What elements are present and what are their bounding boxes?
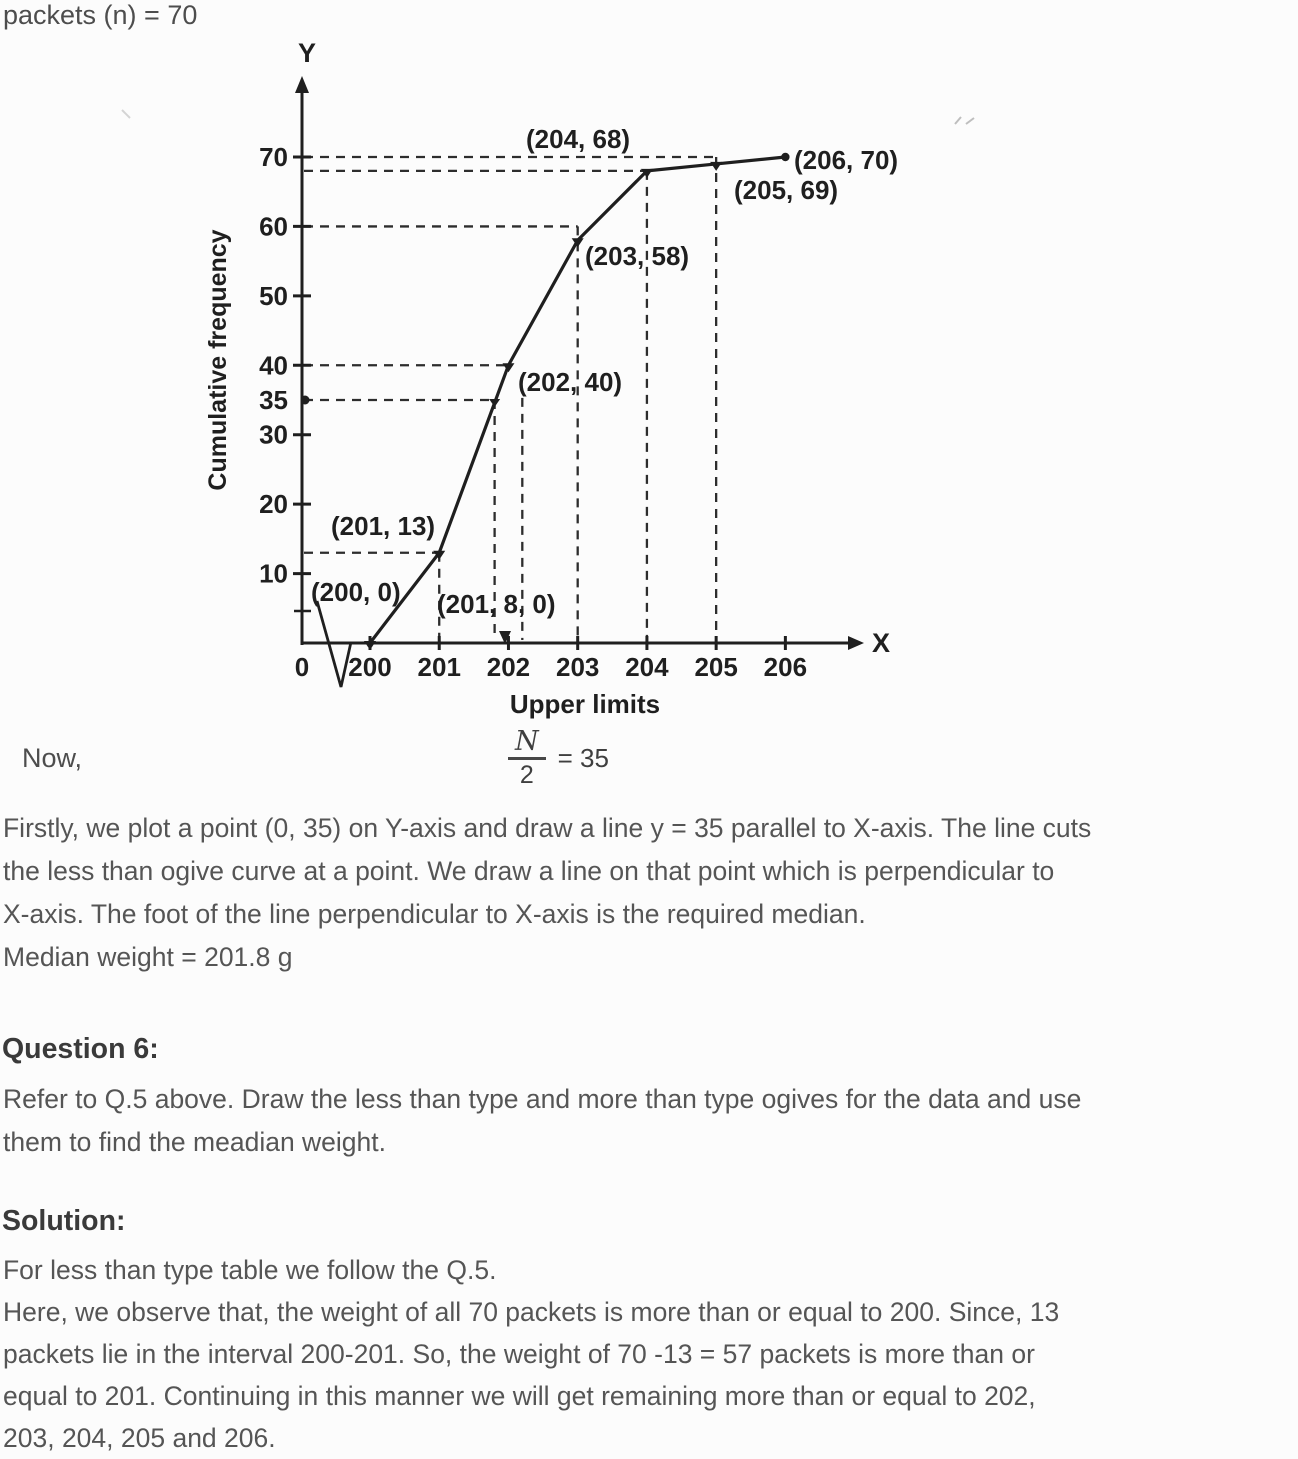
text-line: Refer to Q.5 above. Draw the less than type and more than type ogives for the data and use bbox=[3, 1084, 1082, 1114]
text-line: 203, 204, 205 and 206. bbox=[3, 1423, 276, 1453]
solution-text bbox=[3, 1249, 1298, 1459]
median-foot-label: (201, 8, 0) bbox=[437, 589, 556, 619]
y-tick-label: 70 bbox=[259, 141, 288, 172]
median-intersection-marker bbox=[489, 399, 500, 407]
x-tick-label: 0 bbox=[294, 652, 310, 682]
point-label: (206, 70) bbox=[794, 145, 899, 175]
scan-artifact bbox=[966, 118, 974, 124]
text-line: Firstly, we plot a point (0, 35) on Y-axis and draw a line y = 35 parallel to X-axis. The line cuts bbox=[3, 813, 1092, 843]
median-explanation-paragraph bbox=[3, 807, 1298, 979]
now-label: Now, bbox=[22, 743, 83, 773]
x-axis-name: X bbox=[872, 628, 891, 658]
fraction bbox=[508, 726, 546, 791]
point-label: (200, 0) bbox=[311, 577, 401, 607]
y-axis-title: Cumulative frequency bbox=[204, 229, 232, 491]
scan-artifact bbox=[122, 110, 130, 118]
x-tick-label: 204 bbox=[625, 652, 669, 682]
text-line: X-axis. The foot of the line perpendicular to X-axis is the required median. bbox=[3, 899, 866, 929]
data-point-marker bbox=[502, 363, 514, 372]
text-line: For less than type table we follow the Q.5. bbox=[3, 1255, 497, 1285]
text-line: the less than ogive curve at a point. We draw a line on that point which is perpendicular to bbox=[3, 856, 1055, 886]
y-tick-label: 20 bbox=[259, 489, 288, 520]
text-line: Here, we observe that, the weight of all 70 packets is more than or equal to 200. Since, 13 bbox=[3, 1297, 1060, 1327]
y-tick-label: 30 bbox=[259, 419, 288, 450]
question6-text bbox=[3, 1078, 1298, 1164]
y-tick-label: 10 bbox=[259, 558, 288, 589]
point-label: (204, 68) bbox=[526, 124, 631, 154]
point-label: (202, 40) bbox=[518, 367, 623, 397]
x-tick-label: 203 bbox=[555, 652, 600, 682]
x-tick-label: 202 bbox=[486, 652, 531, 682]
x-tick-label: 206 bbox=[763, 652, 808, 682]
y-tick-label: 50 bbox=[259, 280, 288, 311]
x-axis-arrow bbox=[848, 636, 864, 650]
x-tick-label: 205 bbox=[694, 652, 738, 682]
point-label: (203, 58) bbox=[585, 241, 690, 271]
intro-line: packets (n) = 70 bbox=[3, 0, 198, 30]
fraction-result: = 35 bbox=[557, 743, 609, 773]
y-tick-label: 60 bbox=[259, 211, 288, 242]
y-axis-arrow bbox=[295, 76, 309, 93]
x-tick-label: 201 bbox=[417, 652, 461, 682]
data-point-marker bbox=[364, 641, 376, 650]
scan-artifact bbox=[955, 117, 961, 124]
y-tick-label: 40 bbox=[259, 350, 288, 381]
data-point-marker bbox=[710, 162, 722, 171]
data-point-marker bbox=[781, 153, 789, 161]
text-line: packets lie in the interval 200-201. So, the weight of 70 -13 = 57 packets is more than or bbox=[3, 1339, 1035, 1369]
point-label: (201, 13) bbox=[331, 511, 436, 541]
text-line: equal to 201. Continuing in this manner we will get remaining more than or equal to 202, bbox=[3, 1381, 1036, 1411]
x-tick-label: 200 bbox=[348, 652, 392, 682]
fraction-numerator: N bbox=[515, 726, 539, 757]
question6-heading: Question 6: bbox=[2, 1033, 159, 1065]
plotted-point-0-35 bbox=[301, 395, 310, 404]
median-formula bbox=[508, 726, 609, 791]
point-label: (205, 69) bbox=[734, 175, 839, 205]
y-axis-name: Y bbox=[297, 38, 317, 68]
ogive-chart bbox=[0, 0, 1010, 800]
fraction-denominator: 2 bbox=[519, 761, 534, 789]
y-tick-label: 35 bbox=[259, 384, 288, 415]
x-axis-title: Upper limits bbox=[509, 689, 661, 719]
text-line: them to find the meadian weight. bbox=[3, 1127, 387, 1157]
text-line: Median weight = 201.8 g bbox=[3, 942, 293, 972]
solution-heading: Solution: bbox=[2, 1205, 126, 1237]
